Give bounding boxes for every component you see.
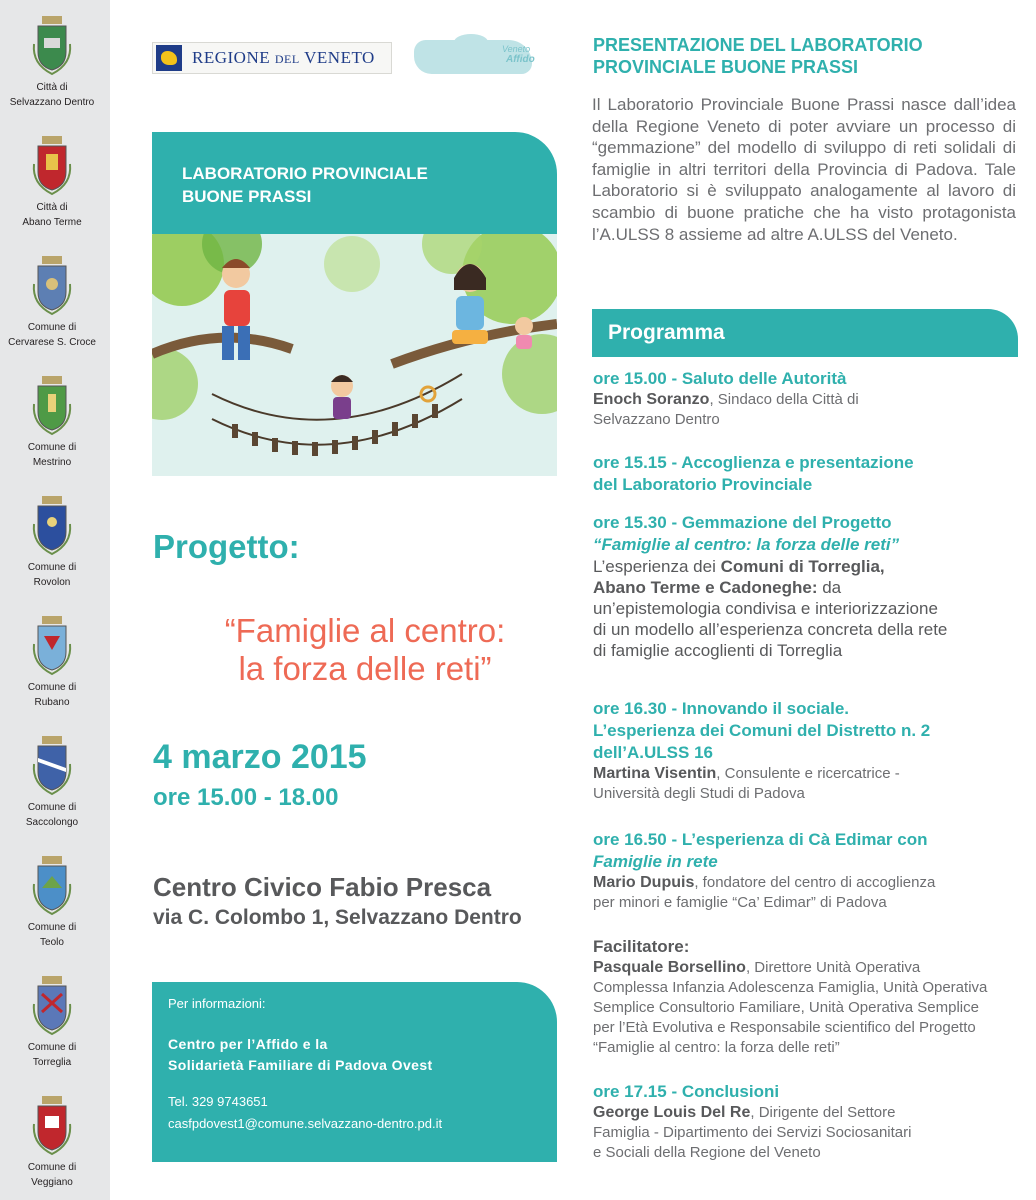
family-illustration — [152, 234, 557, 476]
program-item-title: ore 15.30 - Gemmazione del Progetto — [593, 513, 892, 532]
coat-of-arms-icon — [30, 494, 74, 558]
program-item-title: ore 17.15 - Conclusioni — [593, 1082, 780, 1101]
hero-card — [152, 132, 557, 476]
program-item-body: Mario Dupuis, fondatore del centro di accoglienza per minori e famiglie “Ca’ Edimar” di Padova — [593, 874, 936, 911]
comune-label: Comune di Cervarese S. Croce — [8, 322, 96, 348]
comune-item — [0, 974, 104, 1070]
program-item-body: Enoch Soranzo, Sindaco della Città di Selvazzano Dentro — [593, 391, 859, 428]
comune-item — [0, 614, 104, 710]
program-item-title: ore 16.50 - L’esperienza di Cà Edimar con — [593, 830, 928, 849]
coat-of-arms-icon — [30, 134, 74, 198]
comune-label: Comune di Teolo — [27, 922, 77, 948]
comune-label: Città di Abano Terme — [22, 202, 82, 228]
lion-of-st-mark-icon — [156, 45, 182, 71]
affido-logo-text-bottom: Affido — [506, 54, 535, 65]
program-item — [593, 1081, 1018, 1163]
affido-logo-text-top: Veneto — [502, 44, 531, 54]
program-item-title: ore 15.15 - Accoglienza e presentazione del Laboratorio Provinciale — [593, 453, 914, 494]
comune-item — [0, 734, 104, 830]
event-venue: Centro Civico Fabio Presca — [153, 872, 492, 902]
program-item — [593, 698, 1018, 804]
contact-organization: Centro per l’Affido e la Solidarietà Familiare di Padova Ovest — [168, 1036, 433, 1073]
event-address: via C. Colombo 1, Selvazzano Dentro — [153, 906, 522, 929]
programma-header — [592, 309, 1018, 357]
program-item-subtitle: “Famiglie al centro: la forza delle reti” — [593, 535, 900, 554]
coat-of-arms-icon — [30, 254, 74, 318]
facilitator-block — [593, 936, 1018, 1058]
event-hours: ore 15.00 - 18.00 — [153, 784, 339, 811]
veneto-affido-logo — [414, 40, 564, 80]
event-date: 4 marzo 2015 — [153, 738, 367, 776]
project-slogan: “Famiglie al centro: la forza delle reti” — [224, 612, 506, 687]
facilitator-label: Facilitatore: — [593, 937, 690, 956]
facilitator-body: Pasquale Borsellino, Direttore Unità Operativa Complessa Infanzia Adolescenza Famiglia, Unità Operativa Semplice Consultorio Familiare, Unità Operativa Semplice per l’Età Evolutiva e Responsabile scientifico del Progetto “Famiglie al centro: la forza delle reti” — [593, 959, 988, 1056]
coat-of-arms-icon — [30, 974, 74, 1038]
comune-item — [0, 494, 104, 590]
comune-label: Comune di Rovolon — [27, 562, 77, 588]
comune-label: Comune di Rubano — [27, 682, 77, 708]
programma-title: Programma — [608, 321, 725, 344]
hero-title: LABORATORIO PROVINCIALE BUONE PRASSI — [182, 164, 428, 206]
comune-item — [0, 134, 104, 230]
coat-of-arms-icon — [30, 374, 74, 438]
comune-item — [0, 374, 104, 470]
comune-label: Comune di Torreglia — [27, 1042, 77, 1068]
program-item — [593, 829, 1018, 913]
comune-label: Comune di Saccolongo — [25, 802, 79, 828]
program-item-body: L’esperienza dei Comuni di Torreglia, Abano Terme e Cadoneghe: da un’epistemologia condivisa e interiorizzazione di un modello all’esperienza concreta della rete di famiglie accoglienti di Torreglia — [593, 557, 948, 660]
presentazione-body: Il Laboratorio Provinciale Buone Prassi nasce dall’idea della Regione Veneto di poter avviare un processo di “gemmazione” del modello di sviluppo di reti solidali di famiglie in altri territori della Provincia di Padova. Tale Laboratorio si è sviluppato analogamente al lavoro di scambio di buone pratiche che ha visto protagonista l’A.ULSS 8 assieme ad altre A.ULSS del Veneto. — [592, 95, 1016, 244]
coat-of-arms-icon — [30, 734, 74, 798]
program-item-body: Martina Visentin, Consulente e ricercatrice - Università degli Studi di Padova — [593, 765, 900, 802]
coat-of-arms-icon — [30, 1094, 74, 1158]
program-item-subtitle: Famiglie in rete — [593, 852, 718, 871]
comune-label: Comune di Mestrino — [27, 442, 77, 468]
coat-of-arms-icon — [30, 14, 74, 78]
presentazione-title: PRESENTAZIONE DEL LABORATORIO PROVINCIALE BUONE PRASSI — [593, 35, 923, 77]
coat-of-arms-icon — [30, 854, 74, 918]
program-item — [593, 368, 1018, 430]
contact-box — [152, 982, 557, 1162]
municipality-strip — [0, 0, 110, 1200]
comune-item — [0, 1094, 104, 1190]
contact-label: Per informazioni: — [168, 996, 266, 1011]
comune-label: Città di Selvazzano Dentro — [9, 82, 95, 108]
program-item-body: George Louis Del Re, Dirigente del Settore Famiglia - Dipartimento dei Servizi Sociosanitari e Sociali della Regione del Veneto — [593, 1104, 912, 1161]
comune-item — [0, 854, 104, 950]
comune-item — [0, 254, 104, 350]
program-item-title: ore 16.30 - Innovando il sociale. L’esperienza dei Comuni del Distretto n. 2 dell’A.ULSS 16 — [593, 699, 931, 762]
coat-of-arms-icon — [30, 614, 74, 678]
program-item-title: ore 15.00 - Saluto delle Autorità — [593, 369, 847, 388]
progetto-label: Progetto: — [153, 528, 300, 565]
contact-email: casfpdovest1@comune.selvazzano-dentro.pd.it — [168, 1116, 443, 1131]
regione-veneto-wordmark: REGIONE DEL VENETO — [192, 48, 375, 67]
contact-phone: Tel. 329 9743651 — [168, 1094, 268, 1109]
program-item — [593, 452, 1018, 496]
comune-label: Comune di Veggiano — [27, 1162, 77, 1188]
comune-item — [0, 14, 104, 110]
regione-veneto-logo — [152, 42, 392, 74]
program-item — [593, 512, 1018, 661]
